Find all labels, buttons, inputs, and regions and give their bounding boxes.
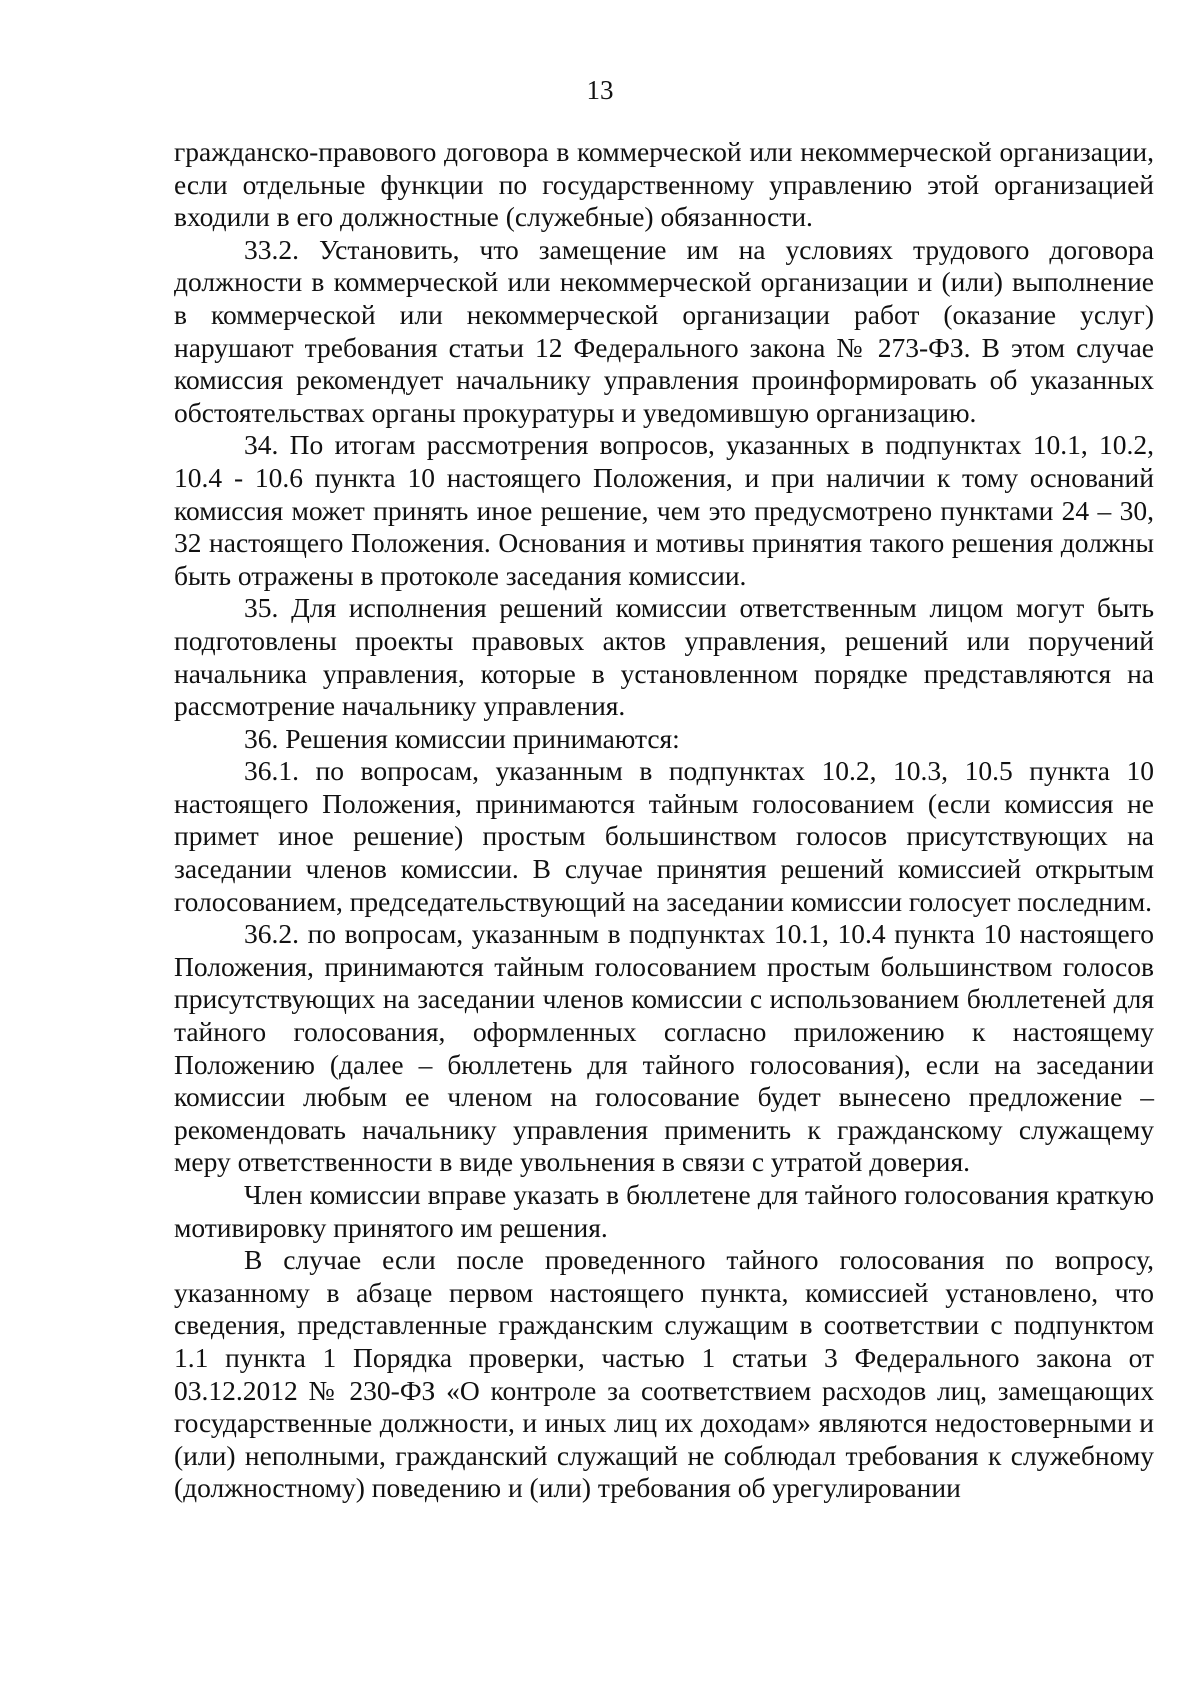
paragraph-36-1: 36.1. по вопросам, указанным в подпунктах 10.2, 10.3, 10.5 пункта 10 настоящего Положения, принимаются тайным голосованием (если комиссия не примет иное решение) простым большинством голосов присутствующих на заседании членов комиссии. В случае принятия решений комиссией открытым голосованием, председательствующий на заседании комиссии голосует последним.: [174, 755, 1154, 917]
paragraph-after-vote: В случае если после проведенного тайного голосования по вопросу, указанному в абзаце первом настоящего пункта, комиссией установлено, что сведения, представленные гражданским служащим в соответствии с подпунктом 1.1 пункта 1 Порядка проверки, частью 1 статьи 3 Федерального закона от 03.12.2012 № 230-ФЗ «О контроле за соответствием расходов лиц, замещающих государственные должности, и иных лиц их доходам» являются недостоверными и (или) неполными, гражданский служащий не соблюдал требования к служебному (должностному) поведению и (или) требования об урегулировании: [174, 1244, 1154, 1504]
paragraph-36: 36. Решения комиссии принимаются:: [244, 722, 680, 754]
page-number: 13: [586, 75, 614, 105]
paragraph-continuation: гражданско-правового договора в коммерческой или некоммерческой организации, если отдельные функции по государственному управлению этой организацией входили в его должностные (служебные) обязанности.: [174, 136, 1154, 233]
paragraph-ballot-note: Член комиссии вправе указать в бюллетене для тайного голосования краткую мотивировку принятого им решения.: [174, 1179, 1154, 1243]
document-body: [174, 136, 1154, 1505]
paragraph-36-2: 36.2. по вопросам, указанным в подпунктах 10.1, 10.4 пункта 10 настоящего Положения, принимаются тайным голосованием простым большинством голосов присутствующих на заседании членов комиссии с использованием бюллетеней для тайного голосования, оформленных согласно приложению к настоящему Положению (далее – бюллетень для тайного голосования), если на заседании комиссии любым ее членом на голосование будет вынесено предложение – рекомендовать начальнику управления применить к гражданскому служащему меру ответственности в виде увольнения в связи с утратой доверия.: [174, 918, 1154, 1178]
paragraph-33-2: 33.2. Установить, что замещение им на условиях трудового договора должности в коммерческой или некоммерческой организации и (или) выполнение в коммерческой или некоммерческой организации работ (оказание услуг) нарушают требования статьи 12 Федерального закона № 273-ФЗ. В этом случае комиссия рекомендует начальнику управления проинформировать об указанных обстоятельствах органы прокуратуры и уведомившую организацию.: [174, 233, 1154, 428]
paragraph-35: 35. Для исполнения решений комиссии ответственным лицом могут быть подготовлены проекты правовых актов управления, решений или поручений начальника управления, которые в установленном порядке представляются на рассмотрение начальнику управления.: [174, 592, 1154, 722]
paragraph-34: 34. По итогам рассмотрения вопросов, указанных в подпунктах 10.1, 10.2, 10.4 - 10.6 пункта 10 настоящего Положения, и при наличии к тому оснований комиссия может принять иное решение, чем это предусмотрено пунктами 24 – 30, 32 настоящего Положения. Основания и мотивы принятия такого решения должны быть отражены в протоколе заседания комиссии.: [174, 429, 1154, 591]
